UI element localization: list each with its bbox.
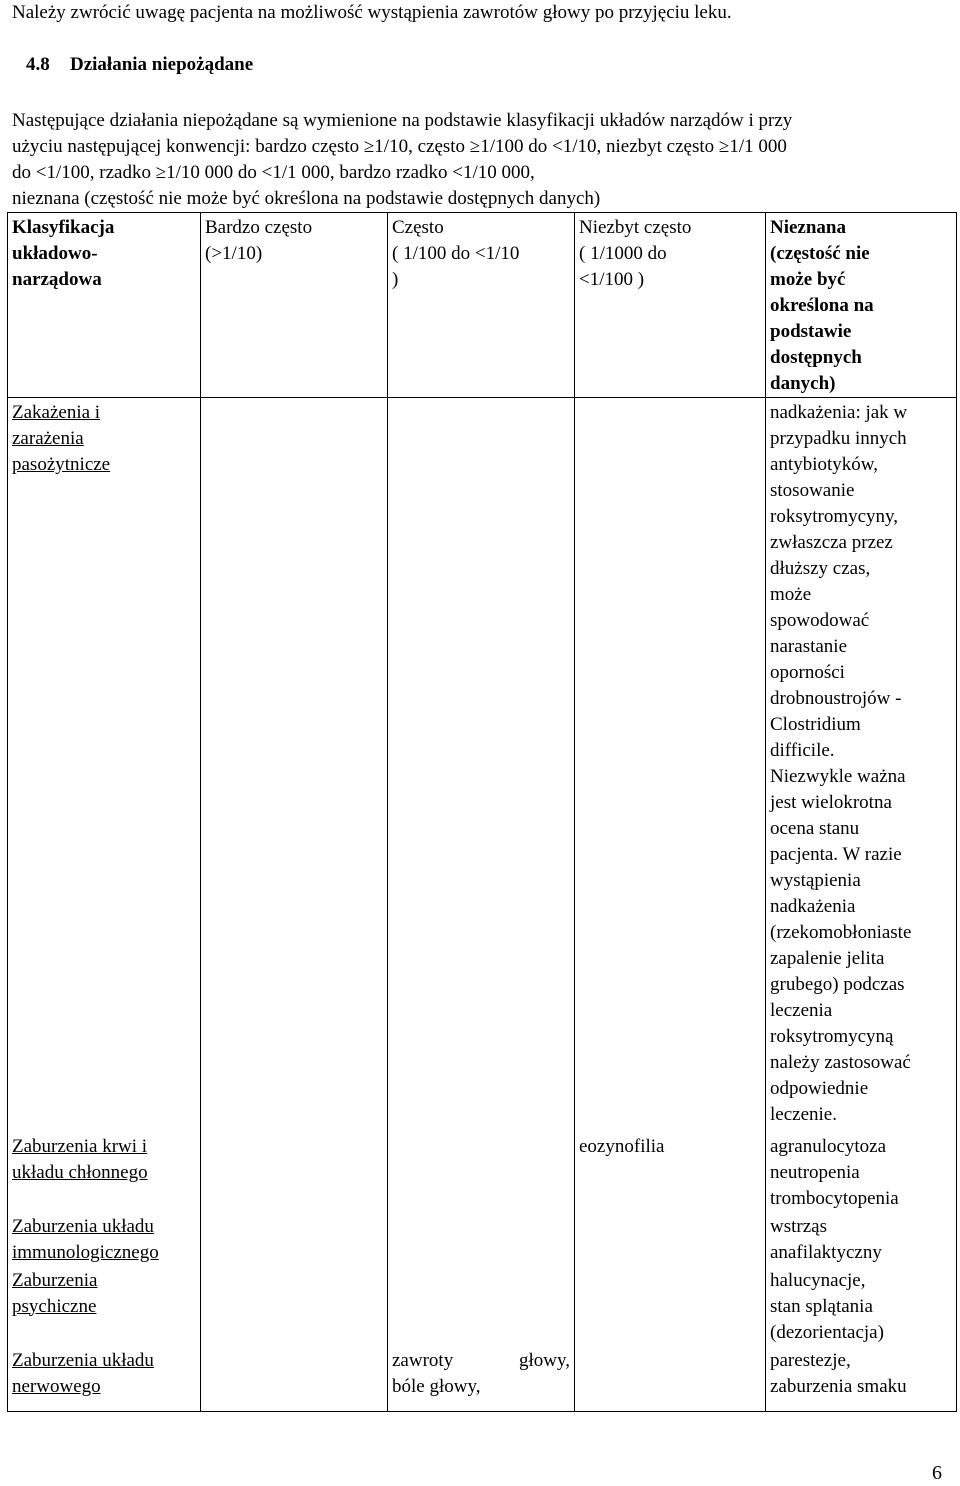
very-common-cell [201, 1212, 388, 1266]
very-common-cell [201, 398, 388, 1132]
common-cell [388, 1132, 575, 1212]
unknown-cell: nadkażenia: jak w przypadku innych antybiotyków, stosowanie roksytromycyny, zwłaszcza przez dłuższy czas, może spowodować narastanie oporności drobnoustrojów - Clostridium difficile. Niezwykle ważna jest wielokrotna ocena stanu pacjenta. W razie wystąpienia nadkażenia (rzekomobłoniaste zapalenie jelita grubego) podczas leczenia roksytromycyną należy zastosować odpowiednie leczenie. [766, 398, 957, 1132]
very-common-cell [201, 1346, 388, 1412]
intro-sentence: Należy zwrócić uwagę pacjenta na możliwość wystąpienia zawrotów głowy po przyjęciu leku. [12, 2, 732, 23]
unknown-cell: wstrząs anafilaktyczny [766, 1212, 957, 1266]
adverse-effects-table [7, 212, 957, 1412]
very-common-cell [201, 1266, 388, 1346]
table-row [8, 1132, 957, 1212]
soc-cell: Zakażenia i zarażenia pasożytnicze [8, 398, 201, 1132]
table-row [8, 1346, 957, 1412]
common-cell [388, 398, 575, 1132]
section-heading [12, 52, 253, 78]
uncommon-cell [575, 1266, 766, 1346]
uncommon-cell: eozynofilia [575, 1132, 766, 1212]
page-number: 6 [932, 1462, 942, 1484]
table-row [8, 398, 957, 1132]
table-row [8, 1266, 957, 1346]
soc-cell: Zaburzenia psychiczne [8, 1266, 201, 1346]
soc-cell: Zaburzenia układu nerwowego [8, 1346, 201, 1412]
paragraph-line: użyciu następującej konwencji: bardzo często ≥1/10, często ≥1/100 do <1/10, niezbyt często ≥1/1 000 [12, 136, 787, 157]
header-soc: Klasyfikacja układowo- narządowa [8, 213, 201, 398]
unknown-cell: agranulocytoza neutropenia trombocytopenia [766, 1132, 957, 1212]
table-row [8, 1212, 957, 1266]
section-number: 4.8 [26, 54, 50, 75]
header-unknown: Nieznana (częstość nie może być określona na podstawie dostępnych danych) [766, 213, 957, 398]
uncommon-cell [575, 398, 766, 1132]
paragraph-line: Następujące działania niepożądane są wymienione na podstawie klasyfikacji układów narządów i przy [12, 110, 793, 131]
header-uncommon: Niezbyt często ( 1/1000 do <1/100 ) [575, 213, 766, 398]
uncommon-cell [575, 1212, 766, 1266]
unknown-cell: halucynacje, stan splątania (dezorientacja) [766, 1266, 957, 1346]
common-effect: bóle głowy, [392, 1375, 481, 1397]
convention-paragraph [12, 108, 952, 212]
common-cell [388, 1346, 575, 1412]
soc-cell: Zaburzenia układu immunologicznego [8, 1212, 201, 1266]
section-title: Działania niepożądane [70, 54, 254, 75]
common-cell [388, 1212, 575, 1266]
paragraph-line: nieznana (częstość nie może być określona na podstawie dostępnych danych) [12, 188, 601, 209]
header-common: Często ( 1/100 do <1/10 ) [388, 213, 575, 398]
common-cell [388, 1266, 575, 1346]
soc-cell: Zaburzenia krwi i układu chłonnego [8, 1132, 201, 1212]
uncommon-cell [575, 1346, 766, 1412]
header-very-common: Bardzo często (>1/10) [201, 213, 388, 398]
paragraph-line: do <1/100, rzadko ≥1/10 000 do <1/1 000, bardzo rzadko <1/10 000, [12, 162, 535, 183]
common-effect: zawroty głowy, [392, 1349, 570, 1371]
table-header-row [8, 213, 957, 398]
very-common-cell [201, 1132, 388, 1212]
unknown-cell: parestezje, zaburzenia smaku [766, 1346, 957, 1412]
